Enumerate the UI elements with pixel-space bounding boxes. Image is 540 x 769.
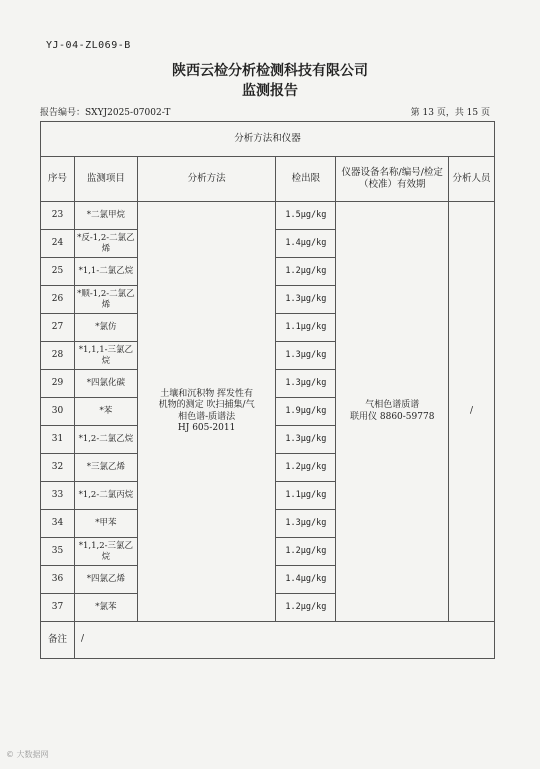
- watermark: © 大数据网: [6, 750, 49, 759]
- row-number: 30: [41, 398, 75, 426]
- monitoring-item: *甲苯: [74, 510, 137, 538]
- detection-limit: 1.4μg/kg: [276, 566, 336, 594]
- table-row: [41, 202, 495, 230]
- col-header-instrument: 仪器设备名称/编号/检定（校准）有效期: [336, 157, 449, 202]
- row-number: 24: [41, 230, 75, 258]
- row-number: 32: [41, 454, 75, 482]
- row-number: 27: [41, 314, 75, 342]
- detection-limit: 1.4μg/kg: [276, 230, 336, 258]
- row-number: 25: [41, 258, 75, 286]
- detection-limit: 1.9μg/kg: [276, 398, 336, 426]
- detection-limit: 1.2μg/kg: [276, 594, 336, 622]
- row-number: 33: [41, 482, 75, 510]
- remark-label: 备注: [41, 622, 75, 659]
- remark-value: /: [74, 622, 494, 659]
- analysis-table: [40, 121, 495, 659]
- row-number: 29: [41, 370, 75, 398]
- method-line: 机物的测定 吹扫捕集/气: [158, 400, 255, 411]
- col-header-item: 监测项目: [74, 157, 137, 202]
- monitoring-item: *三氯乙烯: [74, 454, 137, 482]
- monitoring-item: *氯苯: [74, 594, 137, 622]
- row-number: 34: [41, 510, 75, 538]
- detection-limit: 1.2μg/kg: [276, 454, 336, 482]
- analysis-method: [137, 202, 276, 622]
- report-title: 监测报告: [242, 83, 298, 99]
- remark-row: [41, 622, 495, 659]
- document-code: YJ-04-ZL069-B: [46, 40, 131, 51]
- row-number: 26: [41, 286, 75, 314]
- detection-limit: 1.3μg/kg: [276, 370, 336, 398]
- row-number: 35: [41, 538, 75, 566]
- page-info: 第 13 页，共 15 页: [410, 108, 490, 118]
- monitoring-item: *二氯甲烷: [74, 202, 137, 230]
- detection-limit: 1.1μg/kg: [276, 314, 336, 342]
- detection-limit: 1.5μg/kg: [276, 202, 336, 230]
- header-row: [41, 157, 495, 202]
- method-line: 土壤和沉积物 挥发性有: [160, 389, 254, 399]
- instrument: [336, 202, 449, 622]
- detection-limit: 1.3μg/kg: [276, 510, 336, 538]
- row-number: 31: [41, 426, 75, 454]
- row-number: 28: [41, 342, 75, 370]
- monitoring-item: *1,1,2-三氯乙烷: [74, 538, 137, 566]
- method-line: HJ 605-2011: [177, 422, 236, 433]
- detection-limit: 1.2μg/kg: [276, 258, 336, 286]
- section-title-row: [41, 122, 495, 157]
- monitoring-item: *反-1,2-二氯乙烯: [74, 230, 137, 258]
- monitoring-item: *1,1,1-三氯乙烷: [74, 342, 137, 370]
- row-number: 36: [41, 566, 75, 594]
- detection-limit: 1.3μg/kg: [276, 426, 336, 454]
- instrument-line: 气相色谱质谱: [365, 400, 420, 411]
- detection-limit: 1.1μg/kg: [276, 482, 336, 510]
- monitoring-item: *氯仿: [74, 314, 137, 342]
- col-header-limit: 检出限: [276, 157, 336, 202]
- report-number: 报告编号：SXYJ2025-07002-T: [40, 108, 171, 118]
- method-line: 相色谱-质谱法: [178, 411, 236, 422]
- detection-limit: 1.2μg/kg: [276, 538, 336, 566]
- row-number: 23: [41, 202, 75, 230]
- detection-limit: 1.3μg/kg: [276, 286, 336, 314]
- col-header-analyst: 分析人员: [449, 157, 495, 202]
- col-header-no: 序号: [41, 157, 75, 202]
- monitoring-item: *1,2-二氯丙烷: [74, 482, 137, 510]
- detection-limit: 1.3μg/kg: [276, 342, 336, 370]
- company-name: 陕西云检分析检测科技有限公司: [172, 63, 368, 79]
- monitoring-item: *1,2-二氯乙烷: [74, 426, 137, 454]
- section-title: 分析方法和仪器: [41, 122, 495, 157]
- monitoring-item: *顺-1,2-二氯乙烯: [74, 286, 137, 314]
- row-number: 37: [41, 594, 75, 622]
- monitoring-item: *四氯化碳: [74, 370, 137, 398]
- monitoring-item: *四氯乙烯: [74, 566, 137, 594]
- monitoring-item: *苯: [74, 398, 137, 426]
- col-header-method: 分析方法: [137, 157, 276, 202]
- analyst: /: [449, 202, 495, 622]
- instrument-line: 联用仪 8860-59778: [350, 411, 435, 422]
- monitoring-item: *1,1-二氯乙烷: [74, 258, 137, 286]
